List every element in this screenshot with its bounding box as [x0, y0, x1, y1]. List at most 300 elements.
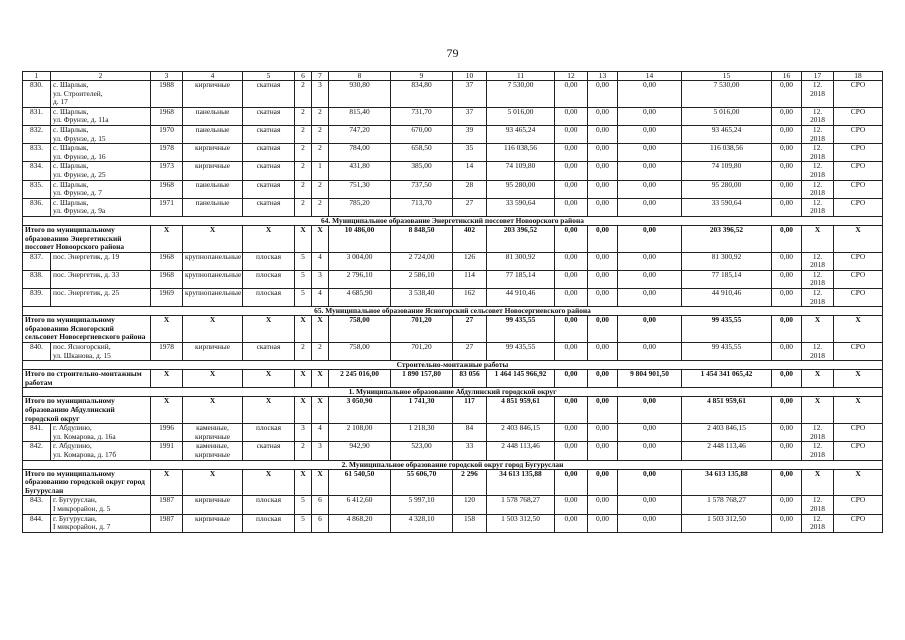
- column-number: 6: [295, 72, 312, 81]
- table-cell: 5: [295, 496, 312, 514]
- subtotal-cell: 0,00: [618, 397, 682, 424]
- table-cell: 1988: [151, 81, 183, 108]
- subtotal-label: Итого по муниципальному образованию Ясногорский сельсовет Новосергиевского района: [23, 316, 151, 343]
- subtotal-cell: 8 848,50: [391, 225, 453, 252]
- table-cell: 0,00: [555, 496, 588, 514]
- table-cell: 1996: [151, 424, 183, 442]
- table-cell: 114: [453, 270, 487, 288]
- table-cell: 3: [295, 424, 312, 442]
- column-number: 9: [391, 72, 453, 81]
- table-cell: с. Шарлык, ул. Строителей, д. 17: [51, 81, 151, 108]
- table-cell: 523,00: [391, 442, 453, 460]
- table-cell: 12. 2018: [802, 107, 834, 125]
- table-cell: 12. 2018: [802, 496, 834, 514]
- table-cell: 3 538,40: [391, 289, 453, 307]
- table-row: [23, 343, 883, 361]
- subtotal-cell: 0,00: [555, 370, 588, 388]
- table-cell: кирпичные: [183, 144, 243, 162]
- table-cell: 0,00: [555, 442, 588, 460]
- table-cell: 27: [453, 198, 487, 216]
- table-cell: с. Шарлык, ул. Фрунзе, д. 7: [51, 180, 151, 198]
- table-cell: 3: [312, 270, 329, 288]
- column-number: 8: [329, 72, 391, 81]
- column-number: 14: [618, 72, 682, 81]
- table-cell: г. Бугуруслан, I микрорайон, д. 5: [51, 496, 151, 514]
- subtotal-cell: 0,00: [588, 370, 618, 388]
- table-cell: 2: [295, 107, 312, 125]
- subtotal-row: [23, 469, 883, 496]
- table-cell: 2 403 846,15: [682, 424, 772, 442]
- table-cell: 1973: [151, 162, 183, 180]
- table-cell: 12. 2018: [802, 343, 834, 361]
- subtotal-cell: 0,00: [772, 469, 802, 496]
- subtotal-row: [23, 397, 883, 424]
- section-heading-row: [23, 460, 883, 469]
- table-cell: кирпичные: [183, 81, 243, 108]
- table-cell: 4: [312, 289, 329, 307]
- table-cell: 12. 2018: [802, 144, 834, 162]
- subtotal-cell: 701,20: [391, 316, 453, 343]
- table-cell: 2: [295, 144, 312, 162]
- column-number: 18: [834, 72, 883, 81]
- table-cell: 1968: [151, 252, 183, 270]
- subtotal-cell: X: [834, 469, 883, 496]
- table-cell: 2: [312, 180, 329, 198]
- table-cell: 4: [312, 424, 329, 442]
- table-cell: 1968: [151, 180, 183, 198]
- table-cell: 1991: [151, 442, 183, 460]
- column-number: 12: [555, 72, 588, 81]
- subtotal-cell: 99 435,55: [682, 316, 772, 343]
- table-cell: 2 448 113,46: [682, 442, 772, 460]
- table-cell: крупнопанельные: [183, 252, 243, 270]
- table-cell: 834.: [23, 162, 51, 180]
- subtotal-cell: X: [151, 397, 183, 424]
- table-cell: 99 435,55: [487, 343, 555, 361]
- table-cell: 0,00: [772, 252, 802, 270]
- table-cell: 162: [453, 289, 487, 307]
- table-cell: 0,00: [588, 107, 618, 125]
- table-cell: 93 465,24: [682, 125, 772, 143]
- subtotal-cell: 9 804 901,50: [618, 370, 682, 388]
- table-cell: СРО: [834, 252, 883, 270]
- subtotal-cell: X: [802, 397, 834, 424]
- table-cell: СРО: [834, 198, 883, 216]
- table-cell: 0,00: [618, 514, 682, 532]
- subtotal-cell: X: [295, 225, 312, 252]
- table-cell: 2: [295, 125, 312, 143]
- table-cell: 837.: [23, 252, 51, 270]
- table-cell: 737,50: [391, 180, 453, 198]
- table-cell: 830.: [23, 81, 51, 108]
- table-cell: 1978: [151, 144, 183, 162]
- table-cell: 831.: [23, 107, 51, 125]
- subtotal-cell: 0,00: [588, 397, 618, 424]
- table-cell: 758,00: [329, 343, 391, 361]
- table-cell: 6: [312, 496, 329, 514]
- table-cell: 77 185,14: [487, 270, 555, 288]
- table-cell: СРО: [834, 514, 883, 532]
- subtotal-cell: 34 613 135,88: [682, 469, 772, 496]
- table-cell: СРО: [834, 343, 883, 361]
- table-cell: 0,00: [772, 343, 802, 361]
- subtotal-cell: X: [295, 469, 312, 496]
- subtotal-cell: 0,00: [618, 225, 682, 252]
- table-cell: СРО: [834, 442, 883, 460]
- page-number: 79: [446, 46, 459, 60]
- table-cell: СРО: [834, 107, 883, 125]
- subtotal-cell: 0,00: [588, 469, 618, 496]
- section-heading-row: [23, 307, 883, 316]
- table-cell: 385,00: [391, 162, 453, 180]
- table-cell: скатная: [243, 343, 295, 361]
- table-cell: 12. 2018: [802, 514, 834, 532]
- table-cell: 0,00: [618, 180, 682, 198]
- table-cell: 0,00: [618, 162, 682, 180]
- table-cell: 713,70: [391, 198, 453, 216]
- subtotal-cell: X: [151, 469, 183, 496]
- table-row: [23, 514, 883, 532]
- subtotal-cell: 2 296: [453, 469, 487, 496]
- section-heading-row: [23, 216, 883, 225]
- subtotal-cell: X: [834, 370, 883, 388]
- table-cell: СРО: [834, 144, 883, 162]
- table-cell: 1971: [151, 198, 183, 216]
- table-cell: 0,00: [772, 270, 802, 288]
- table-cell: 2 448 113,46: [487, 442, 555, 460]
- table-cell: 2 796,10: [329, 270, 391, 288]
- section-heading: 64. Муниципальное образование Энергетикский поссовет Новоорского района: [23, 216, 883, 225]
- table-cell: 833.: [23, 144, 51, 162]
- table-cell: 747,20: [329, 125, 391, 143]
- table-cell: панельные: [183, 107, 243, 125]
- subtotal-cell: 55 606,70: [391, 469, 453, 496]
- section-heading-row: [23, 361, 883, 370]
- table-cell: 99 435,55: [682, 343, 772, 361]
- table-cell: 116 038,56: [682, 144, 772, 162]
- subtotal-cell: 402: [453, 225, 487, 252]
- subtotal-label: Итого по муниципальному образованию городской округ город Бугуруслан: [23, 469, 151, 496]
- subtotal-row: [23, 370, 883, 388]
- table-cell: СРО: [834, 496, 883, 514]
- table-cell: 1968: [151, 107, 183, 125]
- table-cell: 0,00: [772, 144, 802, 162]
- subtotal-cell: X: [183, 225, 243, 252]
- table-cell: 2: [295, 198, 312, 216]
- table-cell: плоская: [243, 252, 295, 270]
- table-cell: 815,40: [329, 107, 391, 125]
- column-number: 2: [51, 72, 151, 81]
- table-cell: 785,20: [329, 198, 391, 216]
- subtotal-cell: X: [243, 225, 295, 252]
- table-cell: 84: [453, 424, 487, 442]
- table-cell: 2: [295, 343, 312, 361]
- table-cell: 832.: [23, 125, 51, 143]
- column-number: 13: [588, 72, 618, 81]
- table-cell: 5 016,00: [487, 107, 555, 125]
- table-cell: 1987: [151, 496, 183, 514]
- table-cell: 0,00: [772, 496, 802, 514]
- table-cell: 0,00: [555, 252, 588, 270]
- section-heading-row: [23, 388, 883, 397]
- table-cell: 0,00: [555, 514, 588, 532]
- table-cell: панельные: [183, 198, 243, 216]
- table-row: [23, 252, 883, 270]
- table-cell: 126: [453, 252, 487, 270]
- subtotal-cell: X: [834, 316, 883, 343]
- table-cell: 39: [453, 125, 487, 143]
- table-cell: с. Шарлык, ул. Фрунзе, д. 11а: [51, 107, 151, 125]
- subtotal-cell: 0,00: [555, 225, 588, 252]
- subtotal-cell: X: [243, 469, 295, 496]
- column-number: 4: [183, 72, 243, 81]
- subtotal-cell: 117: [453, 397, 487, 424]
- table-cell: 2: [312, 198, 329, 216]
- table-cell: 4: [312, 252, 329, 270]
- table-cell: 12. 2018: [802, 424, 834, 442]
- table-cell: 0,00: [555, 81, 588, 108]
- table-cell: скатная: [243, 198, 295, 216]
- subtotal-cell: 0,00: [555, 316, 588, 343]
- table-row: [23, 107, 883, 125]
- table-cell: 27: [453, 343, 487, 361]
- table-cell: 35: [453, 144, 487, 162]
- table-cell: 0,00: [588, 144, 618, 162]
- table-cell: 844.: [23, 514, 51, 532]
- section-heading: 1. Муниципальное образование Абдулинский городской округ: [23, 388, 883, 397]
- table-row: [23, 144, 883, 162]
- subtotal-cell: 1 454 341 065,42: [682, 370, 772, 388]
- table-cell: 4 328,10: [391, 514, 453, 532]
- subtotal-cell: 61 540,50: [329, 469, 391, 496]
- table-cell: 3: [312, 442, 329, 460]
- subtotal-label: Итого по муниципальному образованию Энергетикский поссовет Новоорского района: [23, 225, 151, 252]
- subtotal-cell: X: [243, 370, 295, 388]
- table-cell: 0,00: [618, 442, 682, 460]
- column-number: 11: [487, 72, 555, 81]
- section-heading: Строительно-монтажные работы: [23, 361, 883, 370]
- column-number-row: [23, 72, 883, 81]
- table-cell: 751,30: [329, 180, 391, 198]
- subtotal-cell: 0,00: [772, 225, 802, 252]
- table-cell: 0,00: [588, 81, 618, 108]
- table-cell: 0,00: [618, 125, 682, 143]
- table-cell: пос. Энергетик, д. 33: [51, 270, 151, 288]
- table-cell: с. Шарлык, ул. Фрунзе, д. 15: [51, 125, 151, 143]
- table-cell: с. Шарлык, ул. Фрунзе, д. 25: [51, 162, 151, 180]
- table-cell: 44 910,46: [487, 289, 555, 307]
- table-row: [23, 496, 883, 514]
- table-cell: скатная: [243, 81, 295, 108]
- table-cell: г. Абдулино, ул. Комарова, д. 17б: [51, 442, 151, 460]
- table-cell: 835.: [23, 180, 51, 198]
- table-cell: пос. Ясногорский, ул. Шканова, д. 15: [51, 343, 151, 361]
- table-cell: скатная: [243, 180, 295, 198]
- table-cell: 0,00: [772, 125, 802, 143]
- subtotal-label: Итого по строительно-монтажным работам: [23, 370, 151, 388]
- table-cell: панельные: [183, 180, 243, 198]
- table-cell: 12. 2018: [802, 252, 834, 270]
- subtotal-cell: 203 396,52: [487, 225, 555, 252]
- table-cell: 81 300,92: [487, 252, 555, 270]
- table-cell: 0,00: [772, 180, 802, 198]
- table-cell: 0,00: [772, 107, 802, 125]
- table-cell: кирпичные: [183, 343, 243, 361]
- subtotal-cell: 203 396,52: [682, 225, 772, 252]
- column-number: 16: [772, 72, 802, 81]
- subtotal-cell: 0,00: [555, 469, 588, 496]
- repair-program-table: [22, 71, 883, 533]
- table-cell: СРО: [834, 289, 883, 307]
- table-cell: 2: [295, 81, 312, 108]
- table-cell: 5: [295, 289, 312, 307]
- subtotal-cell: 0,00: [772, 370, 802, 388]
- table-cell: 1987: [151, 514, 183, 532]
- column-number: 17: [802, 72, 834, 81]
- table-cell: 12. 2018: [802, 125, 834, 143]
- table-cell: плоская: [243, 424, 295, 442]
- table-cell: 1 503 312,50: [682, 514, 772, 532]
- table-cell: 658,50: [391, 144, 453, 162]
- table-cell: 0,00: [618, 270, 682, 288]
- table-cell: 28: [453, 180, 487, 198]
- table-cell: 0,00: [618, 424, 682, 442]
- table-cell: СРО: [834, 162, 883, 180]
- column-number: 10: [453, 72, 487, 81]
- table-row: [23, 424, 883, 442]
- subtotal-cell: X: [295, 370, 312, 388]
- subtotal-cell: X: [295, 316, 312, 343]
- table-cell: 836.: [23, 198, 51, 216]
- table-cell: 74 109,80: [487, 162, 555, 180]
- table-cell: 12. 2018: [802, 162, 834, 180]
- table-cell: 0,00: [588, 496, 618, 514]
- table-cell: 842.: [23, 442, 51, 460]
- subtotal-cell: X: [834, 397, 883, 424]
- table-row: [23, 125, 883, 143]
- table-cell: скатная: [243, 107, 295, 125]
- table-cell: 2: [295, 162, 312, 180]
- table-cell: 14: [453, 162, 487, 180]
- table-row: [23, 442, 883, 460]
- table-cell: 0,00: [772, 162, 802, 180]
- table-cell: 5: [295, 514, 312, 532]
- table-cell: пос. Энергетик, д. 25: [51, 289, 151, 307]
- subtotal-row: [23, 316, 883, 343]
- table-cell: 116 038,56: [487, 144, 555, 162]
- table-cell: 0,00: [555, 162, 588, 180]
- table-cell: 0,00: [555, 289, 588, 307]
- subtotal-cell: 1 890 157,80: [391, 370, 453, 388]
- table-cell: 0,00: [772, 289, 802, 307]
- table-cell: плоская: [243, 514, 295, 532]
- table-cell: 0,00: [618, 252, 682, 270]
- table-cell: скатная: [243, 162, 295, 180]
- subtotal-cell: 27: [453, 316, 487, 343]
- table-cell: 0,00: [588, 180, 618, 198]
- table-cell: 2: [295, 180, 312, 198]
- subtotal-cell: X: [802, 225, 834, 252]
- table-cell: 93 465,24: [487, 125, 555, 143]
- table-cell: 0,00: [618, 198, 682, 216]
- table-cell: 0,00: [618, 289, 682, 307]
- subtotal-row: [23, 225, 883, 252]
- table-cell: 12. 2018: [802, 180, 834, 198]
- section-heading: 2. Муниципальное образование городской округ город Бугуруслан: [23, 460, 883, 469]
- column-number: 3: [151, 72, 183, 81]
- subtotal-cell: X: [312, 225, 329, 252]
- table-cell: 0,00: [772, 514, 802, 532]
- table-cell: г. Абдулино, ул. Комарова, д. 16а: [51, 424, 151, 442]
- table-cell: 6 412,60: [329, 496, 391, 514]
- table-cell: 930,80: [329, 81, 391, 108]
- table-cell: 701,20: [391, 343, 453, 361]
- subtotal-cell: X: [802, 370, 834, 388]
- table-cell: 2: [295, 442, 312, 460]
- table-cell: 5 016,00: [682, 107, 772, 125]
- table-cell: 5: [295, 252, 312, 270]
- table-cell: 74 109,80: [682, 162, 772, 180]
- subtotal-cell: X: [151, 225, 183, 252]
- subtotal-cell: 10 486,00: [329, 225, 391, 252]
- subtotal-cell: 4 851 959,61: [682, 397, 772, 424]
- subtotal-cell: X: [295, 397, 312, 424]
- column-number: 1: [23, 72, 51, 81]
- table-cell: плоская: [243, 270, 295, 288]
- table-cell: 12. 2018: [802, 198, 834, 216]
- table-cell: 12. 2018: [802, 442, 834, 460]
- table-cell: 0,00: [555, 198, 588, 216]
- subtotal-cell: X: [183, 397, 243, 424]
- table-cell: 0,00: [618, 496, 682, 514]
- subtotal-cell: 1 464 145 966,92: [487, 370, 555, 388]
- column-number: 15: [682, 72, 772, 81]
- subtotal-cell: 34 613 135,88: [487, 469, 555, 496]
- table-row: [23, 162, 883, 180]
- table-cell: 0,00: [618, 343, 682, 361]
- subtotal-cell: 758,00: [329, 316, 391, 343]
- subtotal-cell: X: [183, 469, 243, 496]
- table-cell: 37: [453, 81, 487, 108]
- table-cell: 2: [312, 107, 329, 125]
- table-cell: кирпичные: [183, 514, 243, 532]
- column-number: 5: [243, 72, 295, 81]
- subtotal-cell: 83 056: [453, 370, 487, 388]
- subtotal-cell: X: [834, 225, 883, 252]
- subtotal-cell: X: [312, 397, 329, 424]
- table-cell: 4 685,90: [329, 289, 391, 307]
- subtotal-cell: X: [243, 316, 295, 343]
- table-cell: 2 724,00: [391, 252, 453, 270]
- table-cell: 0,00: [772, 424, 802, 442]
- table-cell: 1 503 312,50: [487, 514, 555, 532]
- table-cell: 2 586,10: [391, 270, 453, 288]
- table-cell: 1968: [151, 270, 183, 288]
- table-cell: 2 403 846,15: [487, 424, 555, 442]
- table-cell: 0,00: [588, 289, 618, 307]
- table-cell: 120: [453, 496, 487, 514]
- table-row: [23, 180, 883, 198]
- table-cell: 12. 2018: [802, 270, 834, 288]
- table-cell: 2: [312, 144, 329, 162]
- table-cell: 0,00: [588, 514, 618, 532]
- table-cell: 12. 2018: [802, 81, 834, 108]
- table-cell: 7 530,00: [682, 81, 772, 108]
- table-cell: с. Шарлык, ул. Фрунзе, д. 16: [51, 144, 151, 162]
- table-cell: 158: [453, 514, 487, 532]
- table-cell: 731,70: [391, 107, 453, 125]
- table-cell: 2: [312, 125, 329, 143]
